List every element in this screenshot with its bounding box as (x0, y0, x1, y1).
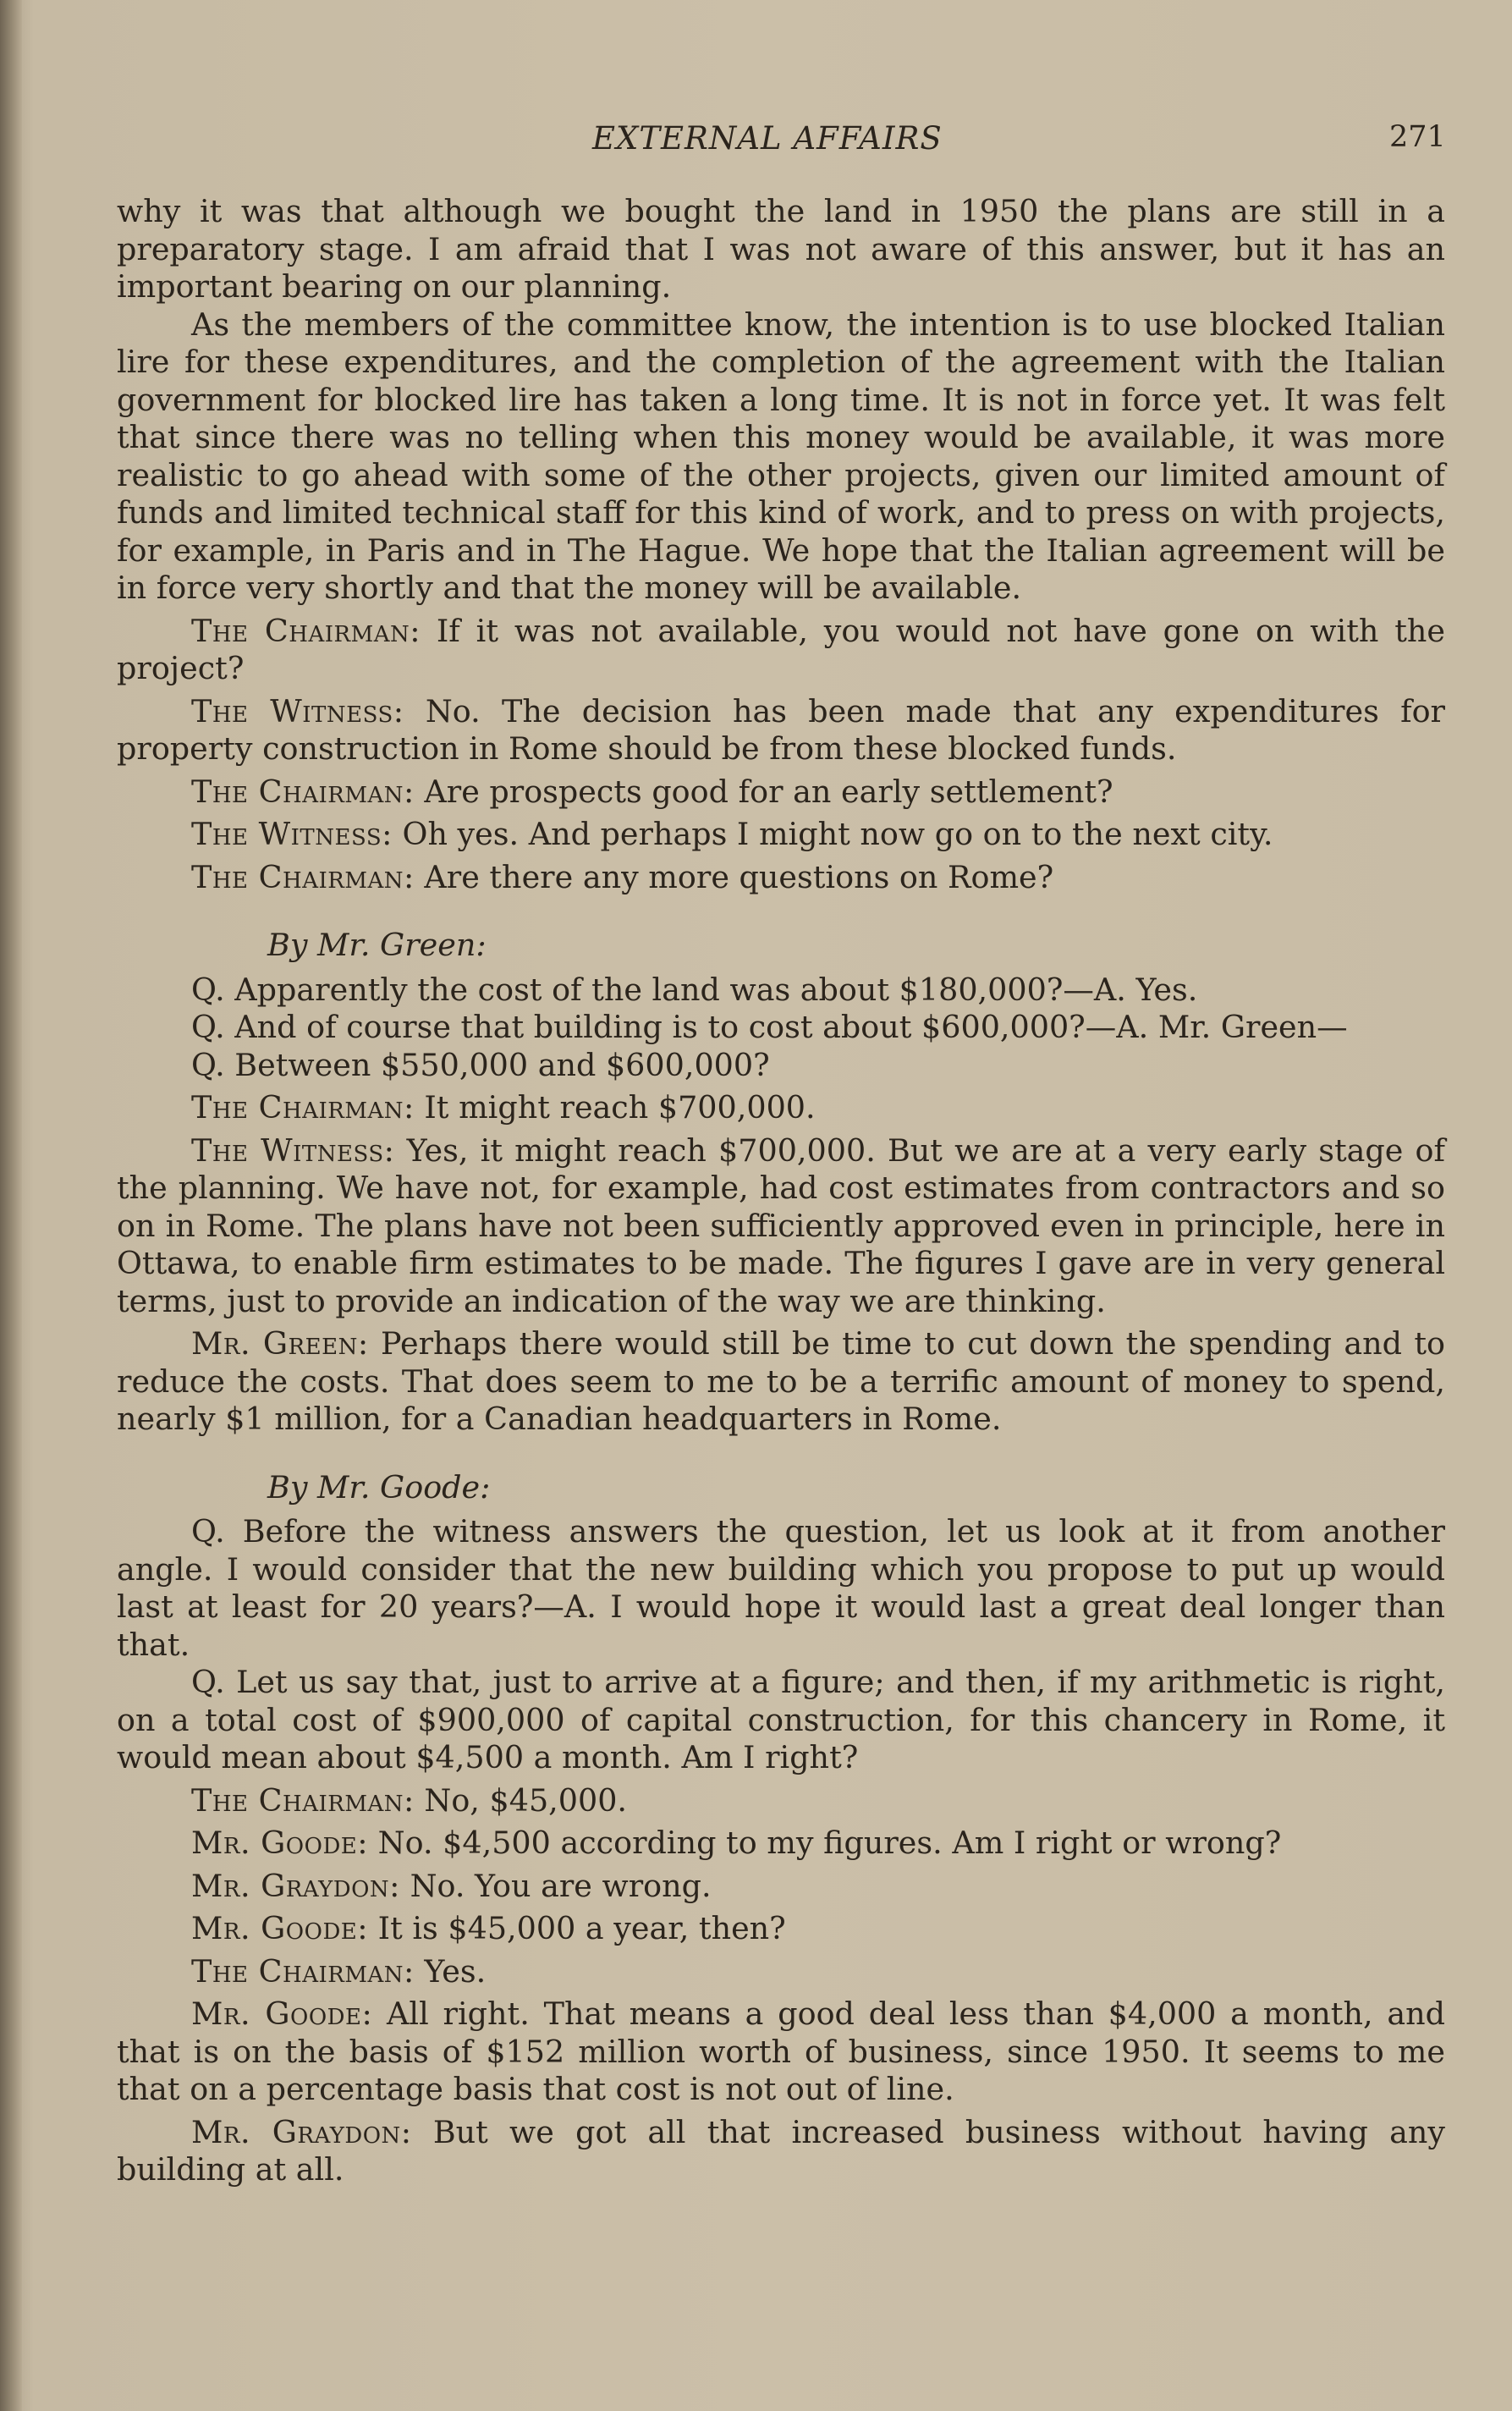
speaker-name: The Witness: (191, 816, 393, 852)
speaker-paragraph (117, 816, 1445, 854)
paragraph-text: why it was that although we bought the land in 1950 the plans are still in a preparatory stage. I am afraid that I was not aware of this answer, but it has an important bearing on our planning. (117, 193, 1445, 305)
text-paragraph (117, 972, 1445, 1010)
speaker-name: Mr. Goode: (191, 1825, 369, 1861)
speaker-name: The Witness: (191, 692, 404, 729)
speaker-paragraph (117, 1995, 1445, 2109)
text-paragraph (117, 1664, 1445, 1777)
speaker-paragraph (117, 693, 1445, 768)
speaker-paragraph (117, 859, 1445, 897)
speaker-name: Mr. Goode: (191, 1995, 373, 2032)
speaker-name: The Chairman: (191, 1089, 415, 1126)
speaker-paragraph (117, 1953, 1445, 1991)
speaker-name: The Chairman: (191, 858, 415, 895)
paragraph-text: Are there any more questions on Rome? (414, 858, 1054, 895)
speaker-paragraph (117, 1325, 1445, 1439)
text-paragraph (117, 1513, 1445, 1664)
paragraph-text: No. You are wrong. (399, 1867, 712, 1904)
paragraph-text: Q. Between $550,000 and $600,000? (191, 1046, 770, 1083)
speaker-paragraph (117, 1089, 1445, 1127)
paragraph-text: Q. Let us say that, just to arrive at a figure; and then, if my arithmetic is right, on a total cost of $900,000 of capital construction, for this chancery in Rome, it would mean about $4,500 a month. Am I right? (117, 1664, 1445, 1775)
paragraph-text: But we got all that increased business without having any building at all. (117, 2113, 1445, 2188)
speaker-name: Mr. Green: (191, 1325, 369, 1362)
speaker-paragraph (117, 1782, 1445, 1820)
running-title: EXTERNAL AFFAIRS (592, 120, 943, 157)
page-number: 271 (1389, 120, 1446, 154)
paragraph-text: It might reach $700,000. (414, 1089, 816, 1126)
text-paragraph (117, 1047, 1445, 1085)
paragraph-text: All right. That means a good deal less than $4,000 a month, and that is on the basis of $152 million worth of business, since 1950. It seems to me that on a percentage basis that cost is not out of line. (117, 1995, 1445, 2107)
speaker-name: The Witness: (191, 1131, 395, 1169)
speaker-name: Mr. Goode: (191, 1910, 369, 1946)
paragraph-text: Are prospects good for an early settlement? (414, 773, 1113, 810)
paragraph-text: Q. Apparently the cost of the land was about $180,000?—A. Yes. (191, 971, 1198, 1008)
speaker-name: Mr. Graydon: (191, 2113, 412, 2150)
speaker-name: The Chairman: (191, 612, 421, 649)
paragraph-text: If it was not available, you would not have gone on with the project? (117, 612, 1446, 686)
speaker-paragraph (117, 613, 1445, 688)
paragraph-text: No. The decision has been made that any expenditures for property construction in Rome should be from these blocked funds. (117, 692, 1446, 767)
examiner-byline: By Mr. Green: (267, 927, 487, 963)
speaker-paragraph (117, 1910, 1445, 1948)
paragraph-text: No, $45,000. (414, 1781, 628, 1819)
speaker-paragraph (117, 1132, 1445, 1321)
text-paragraph (117, 193, 1445, 306)
paragraph-text: Q. Before the witness answers the question, let us look at it from another angle. I would consider that the new building which you propose to put up would last at least for 20 years?—A. I would hope it would last a great deal longer than that. (117, 1513, 1445, 1663)
text-paragraph (117, 1009, 1445, 1047)
paragraph-text: Oh yes. And perhaps I might now go on to the next city. (392, 816, 1273, 852)
speaker-paragraph (117, 2114, 1445, 2189)
speaker-name: The Chairman: (191, 1952, 415, 1990)
body-text (117, 193, 1445, 2189)
book-spine-shadow (0, 0, 22, 2411)
speaker-paragraph (117, 1825, 1445, 1863)
speaker-paragraph (117, 773, 1445, 812)
speaker-paragraph (117, 1868, 1445, 1906)
speaker-name: The Chairman: (191, 773, 415, 810)
paragraph-text: Yes. (414, 1952, 487, 1990)
text-paragraph (117, 306, 1445, 608)
paragraph-text: No. $4,500 according to my figures. Am I right or wrong? (368, 1825, 1282, 1861)
paragraph-text: Q. And of course that building is to cost about $600,000?—A. Mr. Green— (191, 1009, 1348, 1045)
speaker-name: Mr. Graydon: (191, 1867, 400, 1904)
paragraph-text: Perhaps there would still be time to cut down the spending and to reduce the costs. That does seem to me to be a terrific amount of money to spend, nearly $1 million, for a Canadian headquarters in Rome. (117, 1325, 1445, 1437)
speaker-name: The Chairman: (191, 1781, 415, 1819)
paragraph-text: As the members of the committee know, the intention is to use blocked Italian lire for these expenditures, and the completion of the agreement with the Italian government for blocked lire has taken a long time. It is not in force yet. It was felt that since there was no telling when this money would be available, it was more realistic to go ahead with some of the other projects, given our limited amount of funds and limited technical staff for this kind of work, and to press on with projects, for example, in Paris and in The Hague. We hope that the Italian agreement will be in force very shortly and that the money will be available. (117, 306, 1445, 606)
paragraph-text: Yes, it might reach $700,000. But we are at a very early stage of the planning. We have not, for example, had cost estimates from contractors and so on in Rome. The plans have not been sufficiently approved even in principle, here in Ottawa, to enable firm estimates to be made. The figures I gave are in very general terms, just to provide an indication of the way we are thinking. (117, 1131, 1446, 1319)
paragraph-text: It is $45,000 a year, then? (368, 1910, 786, 1946)
examiner-byline: By Mr. Goode: (267, 1468, 491, 1505)
running-head (0, 120, 1512, 162)
